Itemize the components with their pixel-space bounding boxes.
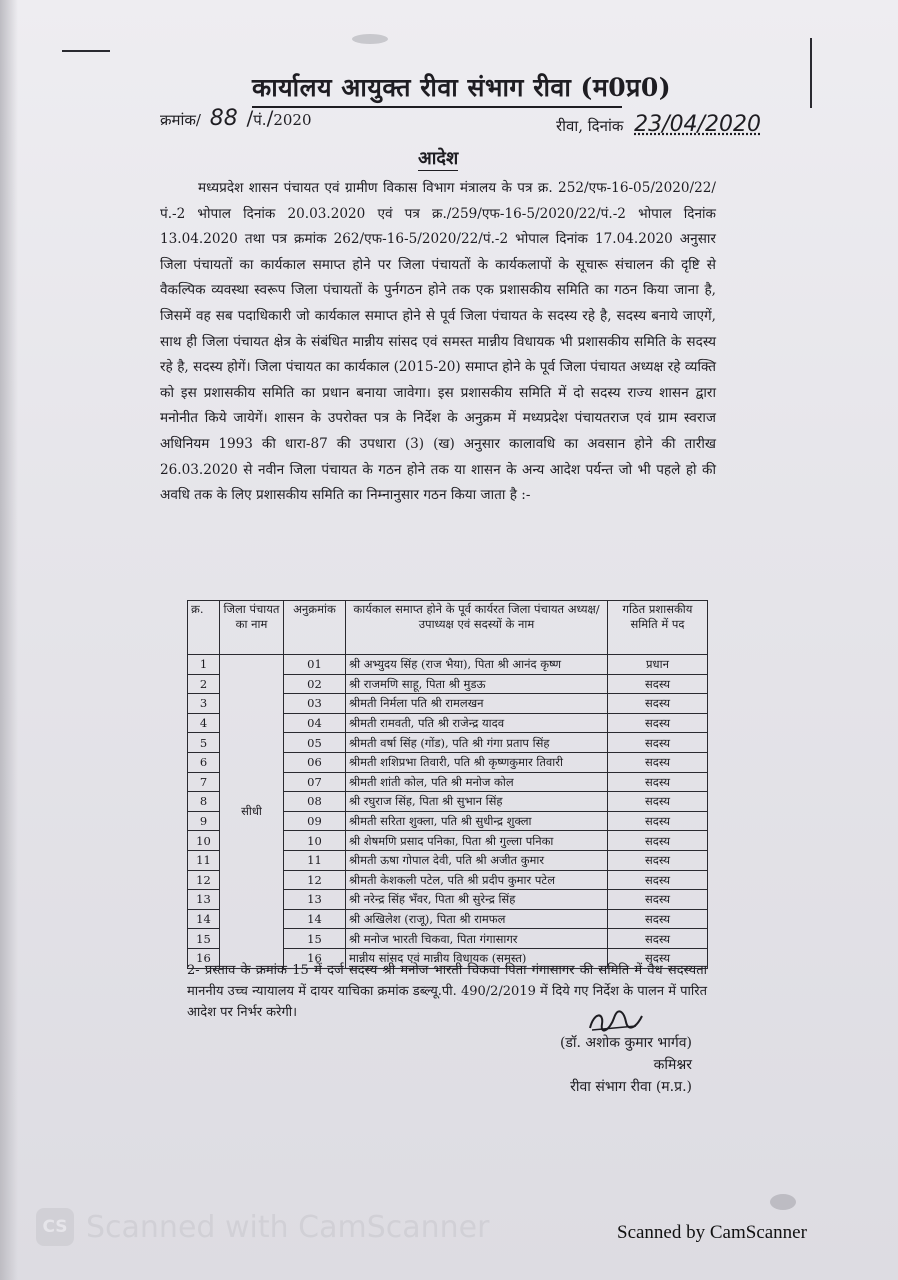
ref-dept: पं. [253, 111, 267, 129]
cell-sno: 4 [188, 713, 220, 733]
cell-sno: 9 [188, 811, 220, 831]
cell-post: प्रधान [608, 655, 708, 675]
cell-name: श्री रघुराज सिंह, पिता श्री सुभान सिंह [346, 792, 608, 812]
cell-district: सीधी [220, 655, 284, 969]
header-post: गठित प्रशासकीय समिति में पद [608, 601, 708, 655]
cell-name: श्री अखिलेश (राजू), पिता श्री रामफल [346, 909, 608, 929]
cell-serial: 15 [284, 929, 346, 949]
cell-name: श्रीमती शशिप्रभा तिवारी, पति श्री कृष्णकुमार तिवारी [346, 752, 608, 772]
scanned-by-footer: Scanned by CamScanner [617, 1222, 807, 1243]
order-date [556, 112, 761, 137]
cell-serial: 07 [284, 772, 346, 792]
order-heading: आदेश [418, 148, 459, 169]
cell-serial: 06 [284, 752, 346, 772]
cell-sno: 7 [188, 772, 220, 792]
signatory-name: (डॉ. अशोक कुमार भार्गव) [559, 1035, 692, 1051]
camscanner-logo-icon: CS [36, 1208, 74, 1246]
cell-sno: 16 [188, 948, 220, 968]
camscanner-watermark [36, 1208, 489, 1246]
cell-name: श्रीमती निर्मला पति श्री रामलखन [346, 694, 608, 714]
date-prefix: रीवा, दिनांक [556, 117, 624, 135]
cell-sno: 13 [188, 890, 220, 910]
committee-table [187, 600, 708, 969]
date-value: 23/04/2020 [634, 112, 761, 137]
cell-name: मान्नीय सांसद एवं मान्नीय विधायक (समस्त) [346, 948, 608, 968]
cell-serial: 01 [284, 655, 346, 675]
office-title: कार्यालय आयुक्त रीवा संभाग रीवा (म0प्र0) [252, 70, 622, 108]
cell-post: सदस्य [608, 890, 708, 910]
cell-sno: 1 [188, 655, 220, 675]
cell-post: सदस्य [608, 811, 708, 831]
reference-number: क्रमांक/ 88 /पं./2020 [160, 106, 312, 131]
ref-year: 2020 [273, 111, 312, 129]
cell-name: श्रीमती वर्षा सिंह (गोंड), पति श्री गंगा प्रताप सिंह [346, 733, 608, 753]
cell-serial: 12 [284, 870, 346, 890]
cell-serial: 10 [284, 831, 346, 851]
cell-post: सदस्य [608, 870, 708, 890]
cell-name: श्रीमती रामवती, पति श्री राजेन्द्र यादव [346, 713, 608, 733]
cell-name: श्री नरेन्द्र सिंह भँवर, पिता श्री सुरेन्द्र सिंह [346, 890, 608, 910]
cell-post: सदस्य [608, 948, 708, 968]
cell-post: सदस्य [608, 733, 708, 753]
cell-name: श्रीमती ऊषा गोपाल देवी, पति श्री अजीत कुमार [346, 850, 608, 870]
ref-prefix: क्रमांक/ [160, 111, 201, 129]
scan-mark [62, 50, 110, 52]
cell-sno: 8 [188, 792, 220, 812]
cell-post: सदस्य [608, 713, 708, 733]
cell-serial: 05 [284, 733, 346, 753]
cell-post: सदस्य [608, 752, 708, 772]
cell-name: श्री राजमणि साहू, पिता श्री मुडऊ [346, 674, 608, 694]
cell-name: श्री मनोज भारती चिकवा, पिता गंगासागर [346, 929, 608, 949]
cell-post: सदस्य [608, 850, 708, 870]
cell-post: सदस्य [608, 694, 708, 714]
header-serial: अनुक्रमांक [284, 601, 346, 655]
cell-name: श्री अभ्युदय सिंह (राज भैया), पिता श्री आनंद कृष्ण [346, 655, 608, 675]
cell-serial: 14 [284, 909, 346, 929]
cell-name: श्रीमती सरिता शुक्ला, पति श्री सुधीन्द्र शुक्ला [346, 811, 608, 831]
cell-serial: 04 [284, 713, 346, 733]
cell-name: श्रीमती शांती कोल, पति श्री मनोज कोल [346, 772, 608, 792]
cell-post: सदस्य [608, 772, 708, 792]
cell-serial: 09 [284, 811, 346, 831]
order-body-paragraph: मध्यप्रदेश शासन पंचायत एवं ग्रामीण विकास विभाग मंत्रालय के पत्र क्र. 252/एफ-16-05/2020/22/पं.-2 भोपाल दिनांक 20.03.2020 एवं पत्र क्र./259/एफ-16-5/2020/22/पं.-2 भोपाल दिनांक 13.04.2020 तथा पत्र क्रमांक 262/एफ-16-5/2020/22/पं.-2 भोपाल दिनांक 17.04.2020 अनुसार जिला पंचायतों का कार्यकाल समाप्त होने पर जिला पंचायतों के कार्यकलापों के सूचारू संचालन की दृष्टि से वैकल्पिक व्यवस्था स्वरूप जिला पंचायतों के पुर्नगठन होने तक एक प्रशासकीय समिति का गठन किया जाना है, जिसमें वह सब पदाधिकारी जो कार्यकाल समाप्त होने से पूर्व जिला पंचायत के सदस्य रहे है, सदस्य बनाये जाएगें, साथ ही जिला पंचायत क्षेत्र के संबंधित मान्नीय सांसद एवं समस्त मान्नीय विधायक भी प्रशासकीय समिति के सदस्य रहे है, सदस्य होगें। जिला पंचायत का कार्यकाल (2015-20) समाप्त होने के पूर्व जिला पंचायत अध्यक्ष रहे व्यक्ति को इस प्रशासकीय समिति का प्रधान बनाया जावेगा। इस प्रशासकीय समिति में दो सदस्य राज्य शासन द्वारा मनोनीत किये जायेगें। शासन के उपरोक्त पत्र के निर्देश के अनुक्रम में मध्यप्रदेश पंचायतराज एवं ग्राम स्वराज अधिनियम 1993 की धारा-87 की उपधारा (3) (ख) अनुसार कालावधि का अवसान होने की तारीख 26.03.2020 से नवीन जिला पंचायत के गठन होने तक या शासन के अन्य आदेश पर्यन्त जो भी पहले हो की अवधि तक के लिए प्रशासकीय समिति का निम्नानुसार गठन किया जाता है :- [160, 180, 716, 504]
cell-name: श्री शेषमणि प्रसाद पनिका, पिता श्री गुल्ला पनिका [346, 831, 608, 851]
cell-post: सदस्य [608, 831, 708, 851]
cell-serial: 08 [284, 792, 346, 812]
signatory-block [532, 1032, 692, 1098]
cell-name: श्रीमती केशकली पटेल, पति श्री प्रदीप कुमार पटेल [346, 870, 608, 890]
page-fold-line [810, 38, 812, 108]
cell-sno: 11 [188, 850, 220, 870]
cell-post: सदस्य [608, 909, 708, 929]
cell-sno: 2 [188, 674, 220, 694]
cell-sno: 15 [188, 929, 220, 949]
cell-sno: 5 [188, 733, 220, 753]
cell-post: सदस्य [608, 792, 708, 812]
scan-smudge [352, 34, 388, 44]
cell-sno: 6 [188, 752, 220, 772]
note-point-2: 2- प्रस्ताव के क्रमांक 15 में दर्ज सदस्य श्री मनोज भारती चिकवा पिता गंगासागर की समिति में वैध सदस्यता माननीय उच्च न्यायालय में दायर याचिका क्रमांक डब्ल्यू.पी. 490/2/2019 में दिये गए निर्देश के पालन में पारित आदेश पर निर्भर करेगी। [187, 963, 707, 1020]
cell-sno: 14 [188, 909, 220, 929]
cell-serial: 03 [284, 694, 346, 714]
signatory-office: रीवा संभाग रीवा (म.प्र.) [570, 1079, 692, 1095]
signatory-designation: कमिश्नर [653, 1057, 692, 1073]
table-row [188, 655, 708, 675]
watermark-text: Scanned with CamScanner [86, 1209, 490, 1245]
header-district: जिला पंचायत का नाम [220, 601, 284, 655]
cell-serial: 16 [284, 948, 346, 968]
ref-number: 88 [209, 106, 238, 131]
cell-serial: 02 [284, 674, 346, 694]
header-sno: क्र. [188, 601, 220, 655]
cell-serial: 13 [284, 890, 346, 910]
header-name: कार्यकाल समाप्त होने के पूर्व कार्यरत जिला पंचायत अध्यक्ष/उपाध्यक्ष एवं सदस्यों के नाम [346, 601, 608, 655]
page-edge-shadow [0, 0, 18, 1280]
cell-post: सदस्य [608, 674, 708, 694]
scan-smudge [770, 1194, 796, 1210]
cell-serial: 11 [284, 850, 346, 870]
cell-post: सदस्य [608, 929, 708, 949]
cell-sno: 12 [188, 870, 220, 890]
table-header-row [188, 601, 708, 655]
cell-sno: 10 [188, 831, 220, 851]
cell-sno: 3 [188, 694, 220, 714]
